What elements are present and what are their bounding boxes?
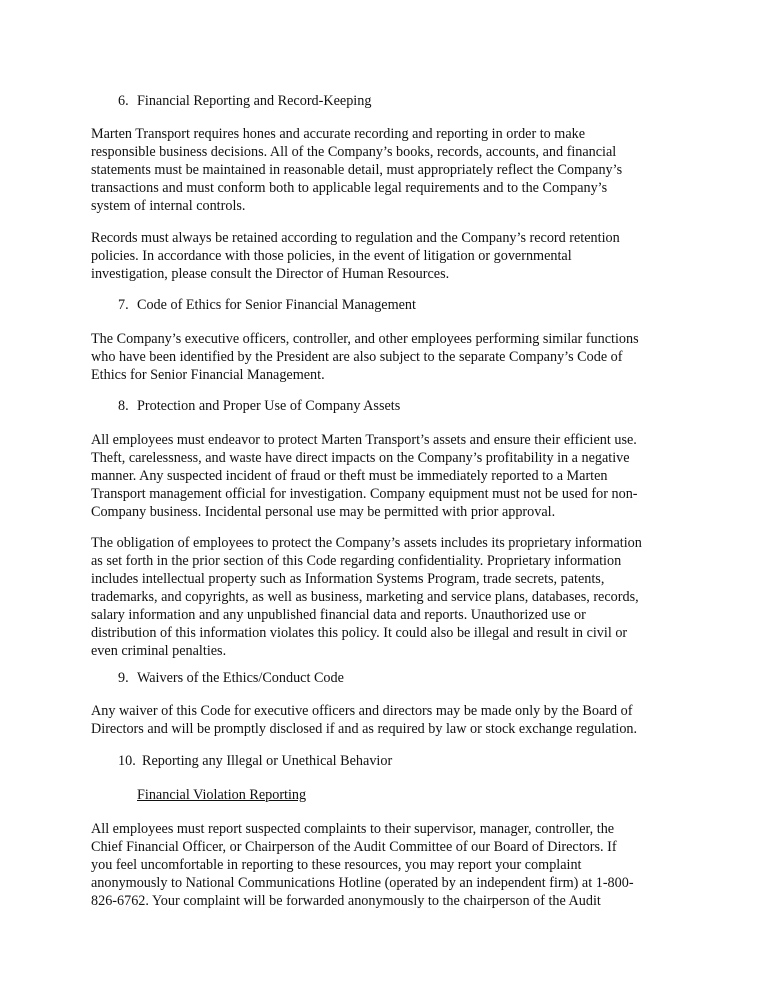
text-line: includes intellectual property such as Information Systems Program, trade secrets, patents, [91, 571, 605, 587]
section-heading-8 [118, 397, 400, 415]
text-line: statements must be maintained in reasonable detail, must appropriately reflect the Company’s [91, 162, 623, 178]
text-line: as set forth in the prior section of this Code regarding confidentiality. Proprietary information [91, 553, 622, 569]
text-line: All employees must report suspected complaints to their supervisor, manager, controller, the [91, 821, 615, 837]
text-line: Transport management official for investigation. Company equipment must not be used for non- [91, 486, 638, 502]
text-line: transactions and must conform both to applicable legal requirements and to the Company’s [91, 180, 608, 196]
section-heading-10 [118, 752, 392, 770]
text-line: investigation, please consult the Director of Human Resources. [91, 266, 450, 282]
section-title: Financial Reporting and Record-Keeping [137, 93, 372, 109]
text-line: distribution of this information violates this policy. It could also be illegal and result in civil or [91, 625, 628, 641]
text-line: even criminal penalties. [91, 643, 227, 659]
section-title: Code of Ethics for Senior Financial Management [137, 297, 416, 313]
paragraph-code-of-ethics [91, 330, 691, 384]
text-line: Chief Financial Officer, or Chairperson of the Audit Committee of our Board of Directors. If [91, 839, 617, 855]
paragraph-protect-assets [91, 431, 691, 521]
text-line: anonymously to National Communications Hotline (operated by an independent firm) at 1-800- [91, 875, 634, 891]
text-line: Theft, carelessness, and waste have direct impacts on the Company’s profitability in a negative [91, 450, 630, 466]
text-line: policies. In accordance with those policies, in the event of litigation or governmental [91, 248, 572, 264]
text-line: The obligation of employees to protect the Company’s assets includes its proprietary information [91, 535, 642, 551]
text-line: Marten Transport requires hones and accurate recording and reporting in order to make [91, 126, 586, 142]
text-line: 826-6762. Your complaint will be forwarded anonymously to the chairperson of the Audit [91, 893, 601, 909]
section-number: 10. [118, 753, 136, 769]
text-line: system of internal controls. [91, 198, 246, 214]
paragraph-record-retention [91, 229, 691, 283]
text-line: salary information and any unpublished financial data and reports. Unauthorized use or [91, 607, 586, 623]
paragraph-proprietary-information [91, 534, 691, 660]
section-heading-9 [118, 669, 344, 687]
section-heading-7 [118, 296, 416, 314]
paragraph-financial-reporting [91, 125, 691, 215]
text-line: Records must always be retained according to regulation and the Company’s record retention [91, 230, 620, 246]
text-line: Any waiver of this Code for executive officers and directors may be made only by the Board of [91, 703, 633, 719]
text-line: who have been identified by the President are also subject to the separate Company’s Code of [91, 349, 623, 365]
paragraph-waivers [91, 702, 691, 738]
section-title: Reporting any Illegal or Unethical Behavior [142, 753, 393, 769]
section-number: 6. [118, 93, 129, 109]
section-heading-6 [118, 92, 371, 110]
text-line: trademarks, and copyrights, as well as business, marketing and service plans, databases, records, [91, 589, 639, 605]
section-title: Waivers of the Ethics/Conduct Code [137, 670, 344, 686]
text-line: Directors and will be promptly disclosed if and as required by law or stock exchange regulation. [91, 721, 638, 737]
text-line: The Company’s executive officers, controller, and other employees performing similar functions [91, 331, 639, 347]
paragraph-reporting [91, 820, 691, 910]
section-number: 8. [118, 398, 129, 414]
text-line: Company business. Incidental personal use may be permitted with prior approval. [91, 504, 556, 520]
subheading-financial-violation-reporting: Financial Violation Reporting [137, 787, 307, 803]
text-line: responsible business decisions. All of the Company’s books, records, accounts, and financial [91, 144, 617, 160]
section-title: Protection and Proper Use of Company Assets [137, 398, 401, 414]
text-line: All employees must endeavor to protect Marten Transport’s assets and ensure their efficient use. [91, 432, 637, 448]
section-number: 7. [118, 297, 129, 313]
text-line: manner. Any suspected incident of fraud or theft must be immediately reported to a Marten [91, 468, 608, 484]
text-line: Ethics for Senior Financial Management. [91, 367, 325, 383]
section-number: 9. [118, 670, 129, 686]
text-line: you feel uncomfortable in reporting to these resources, you may report your complaint [91, 857, 582, 873]
